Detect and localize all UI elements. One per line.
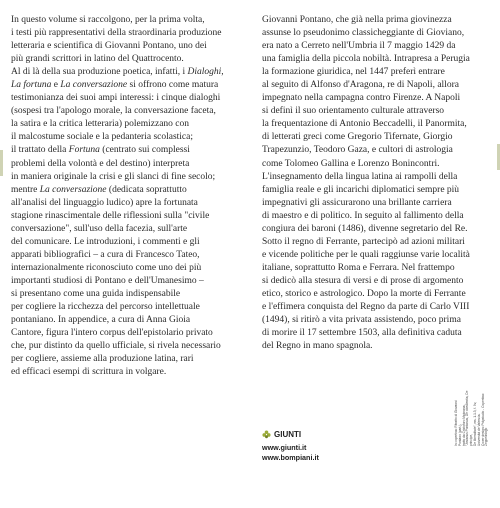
text-run: Cantore, figura l'intero corpus dell'epistolario privato	[11, 328, 213, 339]
biography-line: Sotto il regno di Ferrante, partecipò ad azioni militari	[262, 236, 465, 247]
biography-line: una famiglia della piccola nobiltà. Intrapresa a Perugia	[262, 54, 470, 65]
blurb-line	[11, 210, 243, 223]
text-run: si presentano come una guida indispensabile	[11, 288, 181, 299]
blurb-line	[11, 197, 243, 210]
text-run: in maniera originale la crisi e gli slanci di fine secolo;	[11, 171, 216, 182]
blurb-line	[11, 66, 243, 79]
blurb-line	[11, 249, 243, 262]
blurb-line	[11, 14, 243, 27]
text-run: il malcostume sociale e la pedanteria scolastica;	[11, 132, 194, 143]
blurb-line	[11, 184, 243, 197]
credit-line: tratto da Cristoforo Majorana, "Jovianus Pontanus, De obedientia, De principe,	[461, 390, 474, 446]
blurb-line	[11, 301, 243, 314]
biography-line: (1494), si ritirò a vita privata assistendo, poco prima	[262, 315, 461, 326]
credit-line: In copertina: Ritratto di Giovanni Pontano (part.),	[454, 400, 462, 446]
text-run: apparati bibliografici – a cura di Francesco Tateo,	[11, 249, 200, 260]
text-run: ,	[221, 67, 224, 78]
blurb-line	[11, 288, 243, 301]
cover-credits-vertical	[454, 390, 489, 446]
biography-line: impegnativi gli assicurarono una brillante carriera	[262, 197, 452, 208]
blurb-line	[11, 366, 243, 379]
text-run: pontaniano. In appendice, a cura di Anna Gioia	[11, 315, 191, 326]
biography-line: famiglia reale e gli incarichi diplomatici sempre più	[262, 184, 460, 195]
biography-line: etico, storico e astrologico. Dopo la morte di Ferrante	[262, 288, 466, 299]
text-run: ed efficaci esempi di scrittura in volgare.	[11, 367, 167, 378]
blurb-line	[11, 79, 243, 92]
giunti-flower-icon	[262, 430, 271, 439]
biography-line: era nato a Cerreto nell'Umbria il 7 maggio 1429 da	[262, 41, 456, 52]
text-run: mentre	[11, 184, 40, 195]
biography-line: italiane, soprattutto Roma e Ferrara. Nel frattempo	[262, 262, 455, 273]
blurb-line	[11, 171, 243, 184]
publisher-logo	[262, 430, 319, 439]
text-run: i testi più rappresentativi della straordinaria produzione	[11, 28, 222, 39]
blurb-line	[11, 236, 243, 249]
text-run: (sospesi tra l'apologo morale, la conversazione faceta,	[11, 106, 216, 117]
blurb-line	[11, 144, 243, 157]
blurb-line	[11, 40, 243, 53]
biography-line: assunse lo pseudonimo classicheggiante di Gioviano,	[262, 28, 465, 39]
text-run: che, pur distinto da quello ufficiale, si rivela necessario	[11, 341, 221, 352]
blurb-line	[11, 340, 243, 353]
italic-title-text: La fortuna	[11, 80, 52, 91]
text-run: internazionalmente riconosciuto come uno dei più	[11, 262, 202, 273]
text-run: conversazione", sull'uso della facezia, sull'arte	[11, 223, 188, 234]
text-run: più grandi scrittori in latino del Quattrocento.	[11, 54, 184, 65]
biography-line: la frequentazione di Antonio Beccadelli, il Panormita,	[262, 119, 467, 130]
text-run: testimonianza dei suoi ampi interessi: i cinque dialoghi	[11, 93, 221, 104]
italic-title-text: Fortuna	[68, 145, 100, 156]
text-run: all'analisi del linguaggio ludico) apre la fortunata	[11, 197, 198, 208]
biography-line: congiura dei baroni (1486), divenne segretario del Re.	[262, 223, 468, 234]
biography-line: di maestro e di politico. In seguito al fallimento della	[262, 210, 464, 221]
text-run: per cogliere, assieme alla produzione latina, rari	[11, 354, 194, 365]
text-run: del comunicare. Le introduzioni, i commenti e gli	[11, 236, 200, 247]
italic-title-text: La conversazione	[39, 184, 107, 195]
biography-line: L'insegnamento della lingua latina ai rampolli della	[262, 171, 458, 182]
text-run: la satira e la critica letteraria) polemizzano con	[11, 119, 190, 130]
blurb-line	[11, 92, 243, 105]
biography-line: impegnato nella campagna contro Firenze. A Napoli	[262, 93, 461, 104]
text-run: problemi della volontà e del destino) interpreta	[11, 158, 190, 169]
text-run: letteraria e scientifica di Giovanni Pontano, uno dei	[11, 41, 207, 52]
blurb-line	[11, 314, 243, 327]
text-run: per cogliere la ricchezza del percorso intellettuale	[11, 302, 200, 313]
biography-line: come Tolomeo Gallina e Lorenzo Bonincontri.	[262, 158, 440, 169]
credit-line: De liberalitate", ms. 1.1.3, f. 9v, Università de Valencia.	[472, 402, 481, 446]
blurb-line	[11, 53, 243, 66]
text-run: il trattato della	[11, 145, 69, 156]
publisher-footer	[262, 430, 319, 463]
text-run: Al di là della sua produzione poetica, infatti, i	[11, 67, 188, 78]
text-run: e	[51, 80, 61, 91]
url-bompiani[interactable]: www.bompiani.it	[262, 453, 319, 462]
blurb-line	[11, 158, 243, 171]
blurb-line	[11, 262, 243, 275]
biography-line: Giovanni Pontano, che già nella prima giovinezza	[262, 15, 452, 25]
blurb-line	[11, 118, 243, 131]
blurb-line	[11, 27, 243, 40]
publisher-logo-text: GIUNTI	[274, 430, 302, 439]
biography-line: del Regno in mano spagnola.	[262, 341, 373, 352]
italic-title-text: Dialoghi	[187, 67, 222, 78]
biography-line: si definì il suo orientamento culturale attraverso	[262, 106, 445, 117]
text-run: (dedicata soprattutto	[106, 184, 187, 195]
blurb-line	[11, 105, 243, 118]
text-run: (centrato sui complessi	[99, 145, 190, 156]
text-run: stagione rinascimentale delle riflessioni sulla "civile	[11, 210, 210, 221]
blurb-line	[11, 275, 243, 288]
biography-line: si dedicò alla stesura di versi e di prose di argomento	[262, 275, 464, 286]
url-giunti[interactable]: www.giunti.it	[262, 443, 307, 452]
text-run: In questo volume si raccolgono, per la prima volta,	[11, 15, 205, 25]
biography-line: di letterati greci come Gregorio Tifernate, Giorgio	[262, 132, 453, 143]
blurb-line	[11, 353, 243, 366]
blurb-line	[11, 327, 243, 340]
blurb-line	[11, 131, 243, 144]
left-edge-marker	[0, 150, 3, 176]
biography-line: Trapezunzio, Teodoro Gaza, e cultori di astrologia	[262, 145, 453, 156]
biography-line: e vicende politiche per le quali raggiunse varie località	[262, 249, 470, 260]
biography-line: al seguito di Alfonso d'Aragona, re di Napoli, allora	[262, 80, 459, 91]
italic-title-text: La conversazione	[60, 80, 128, 91]
text-run: importanti studiosi di Pontano e dell'Umanesimo –	[11, 275, 204, 286]
blurb-line	[11, 223, 243, 236]
biography-line: la formazione giuridica, nel 1447 preferì entrare	[262, 67, 445, 78]
right-column-biography	[262, 14, 492, 353]
left-column-blurb	[11, 14, 243, 379]
text-run: si offrono come matura	[127, 80, 219, 91]
biography-line: e l'effimera conquista del Regno da parte di Carlo VIII	[262, 302, 470, 313]
credit-line: Cover design: Polystudio - Copertina: Zeppelinlogo	[480, 393, 489, 446]
biography-line: di morire il 17 settembre 1503, alla definitiva caduta	[262, 328, 462, 339]
